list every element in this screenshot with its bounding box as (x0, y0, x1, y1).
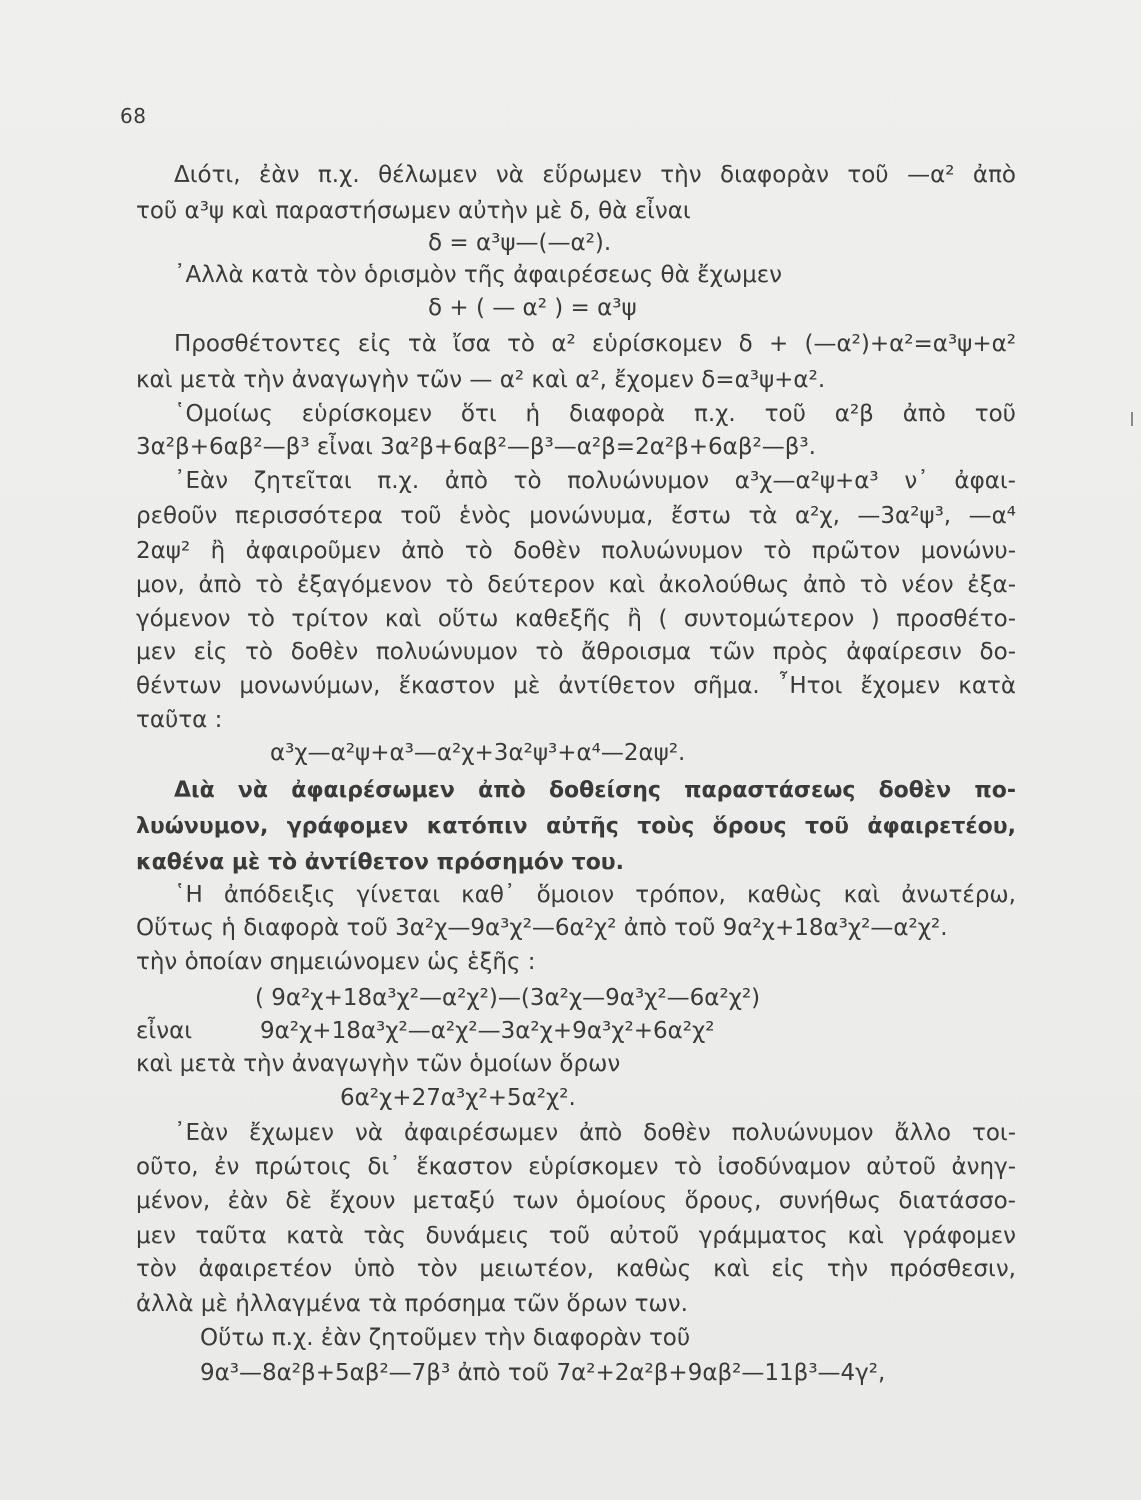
equation-line: δ = α³ψ—(—α²). (428, 230, 612, 256)
text-line: ῾Ομοίως εὑρίσκομεν ὅτι ἡ διαφορὰ π.χ. τοῦ α²β ἀπὸ τοῦ (174, 401, 1016, 427)
equation-line: α³χ—α²ψ+α³—α²χ+3α²ψ³+α⁴—2αψ². (270, 740, 686, 766)
text-line: εἶναι (136, 1018, 193, 1044)
text-line: μένον, ἐὰν δὲ ἔχουν μεταξύ των ὁμοίους ὅρους, συνήθως διατάσσο- (136, 1188, 1016, 1214)
text-line: ᾿Εὰν ζητεῖται π.χ. ἀπὸ τὸ πολυώνυμον α³χ—α²ψ+α³ ν᾿ ἀφαι- (174, 468, 1016, 494)
rule-statement-line: Διὰ νὰ ἀφαιρέσωμεν ἀπὸ δοθείσης παραστάσεως δοθὲν πο- (174, 778, 1016, 803)
rule-statement-line: λυώνυμον, γράφομεν κατόπιν αὐτῆς τοὺς ὅρους τοῦ ἀφαιρετέου, (136, 814, 1016, 839)
text-line: ῾Η ἀπόδειξις γίνεται καθ᾿ ὅμοιον τρόπον, καθὼς καὶ ἀνωτέρω, (174, 882, 1016, 908)
text-line: θέντων μονωνύμων, ἕκαστον μὲ ἀντίθετον σῆμα. ῏Ητοι ἔχομεν κατὰ (136, 673, 1016, 699)
text-line: μεν εἰς τὸ δοθὲν πολυώνυμον τὸ ἄθροισμα τῶν πρὸς ἀφαίρεσιν δο- (136, 639, 1016, 665)
text-line: ταῦτα : (136, 707, 223, 733)
rule-statement-line: καθένα μὲ τὸ ἀντίθετον πρόσημόν του. (136, 850, 625, 875)
text-line: καὶ μετὰ τὴν ἀναγωγὴν τῶν — α² καὶ α², ἔχομεν δ=α³ψ+α². (136, 367, 826, 393)
text-line: Προσθέτοντες εἰς τὰ ἴσα τὸ α² εὑρίσκομεν δ + (—α²)+α²=α³ψ+α² (174, 331, 1016, 357)
text-line: Διότι, ἐὰν π.χ. θέλωμεν νὰ εὕρωμεν τὴν διαφορὰν τοῦ —α² ἀπὸ (174, 162, 1016, 188)
text-line: ρεθοῦν περισσότερα τοῦ ἑνὸς μονώνυμα, ἔστω τὰ α²χ, —3α²ψ³, —α⁴ (136, 503, 1016, 529)
text-line: ᾿Αλλὰ κατὰ τὸν ὁρισμὸν τῆς ἀφαιρέσεως θὰ ἔχωμεν (174, 262, 782, 288)
text-line: μεν ταῦτα κατὰ τὰς δυνάμεις τοῦ αὐτοῦ γράμματος καὶ γράφομεν (136, 1223, 1016, 1249)
text-line: τὴν ὁποίαν σημειώνομεν ὡς ἑξῆς : (136, 949, 536, 975)
text-line: 2αψ² ἢ ἀφαιροῦμεν ἀπὸ τὸ δοθὲν πολυώνυμον τὸ πρῶτον μονώνυ- (136, 538, 1016, 564)
text-line: μον, ἀπὸ τὸ ἐξαγόμενον τὸ δεύτερον καὶ ἀκολούθως ἀπὸ τὸ νέον ἐξα- (136, 572, 1016, 598)
margin-mark (1131, 412, 1133, 426)
text-line: γόμενον τὸ τρίτον καὶ οὕτω καθεξῆς ἢ ( συντομώτερον ) προσθέτο- (136, 606, 1016, 632)
equation-line: 9α³—8α²β+5αβ²—7β³ ἀπὸ τοῦ 7α²+2α²β+9αβ²—11β³—4γ², (200, 1360, 886, 1386)
text-line: τοῦ α³ψ καὶ παραστήσωμεν αὐτὴν μὲ δ, θὰ εἶναι (136, 198, 691, 224)
equation-line: ( 9α²χ+18α³χ²—α²χ²)—(3α²χ—9α³χ²—6α²χ²) (255, 985, 761, 1011)
equation-line: δ + ( — α² ) = α³ψ (428, 295, 637, 321)
text-line: ᾿Εὰν ἔχωμεν νὰ ἀφαιρέσωμεν ἀπὸ δοθὲν πολυώνυμον ἄλλο τοι- (174, 1120, 1016, 1146)
text-line: τὸν ἀφαιρετέον ὑπὸ τὸν μειωτέον, καθὼς καὶ εἰς τὴν πρόσθεσιν, (136, 1256, 1016, 1282)
equation-line: 9α²χ+18α³χ²—α²χ²—3α²χ+9α³χ²+6α²χ² (260, 1018, 715, 1044)
equation-line: 6α²χ+27α³χ²+5α²χ². (340, 1085, 576, 1111)
text-line: καὶ μετὰ τὴν ἀναγωγὴν τῶν ὁμοίων ὅρων (136, 1051, 621, 1077)
text-line: 3α²β+6αβ²—β³ εἶναι 3α²β+6αβ²—β³—α²β=2α²β+6αβ²—β³. (136, 434, 816, 460)
text-line: Οὕτως ἡ διαφορὰ τοῦ 3α²χ—9α³χ²—6α²χ² ἀπὸ τοῦ 9α²χ+18α³χ²—α²χ². (136, 915, 948, 941)
text-line: οῦτο, ἐν πρώτοις δι᾿ ἕκαστον εὑρίσκομεν τὸ ἰσοδύναμον αὐτοῦ ἀνηγ- (136, 1154, 1016, 1180)
page-number: 68 (120, 104, 147, 128)
text-line: ἀλλὰ μὲ ἠλλαγμένα τὰ πρόσημα τῶν ὅρων των. (136, 1291, 688, 1317)
text-line: Οὕτω π.χ. ἐὰν ζητοῦμεν τὴν διαφορὰν τοῦ (200, 1325, 691, 1351)
